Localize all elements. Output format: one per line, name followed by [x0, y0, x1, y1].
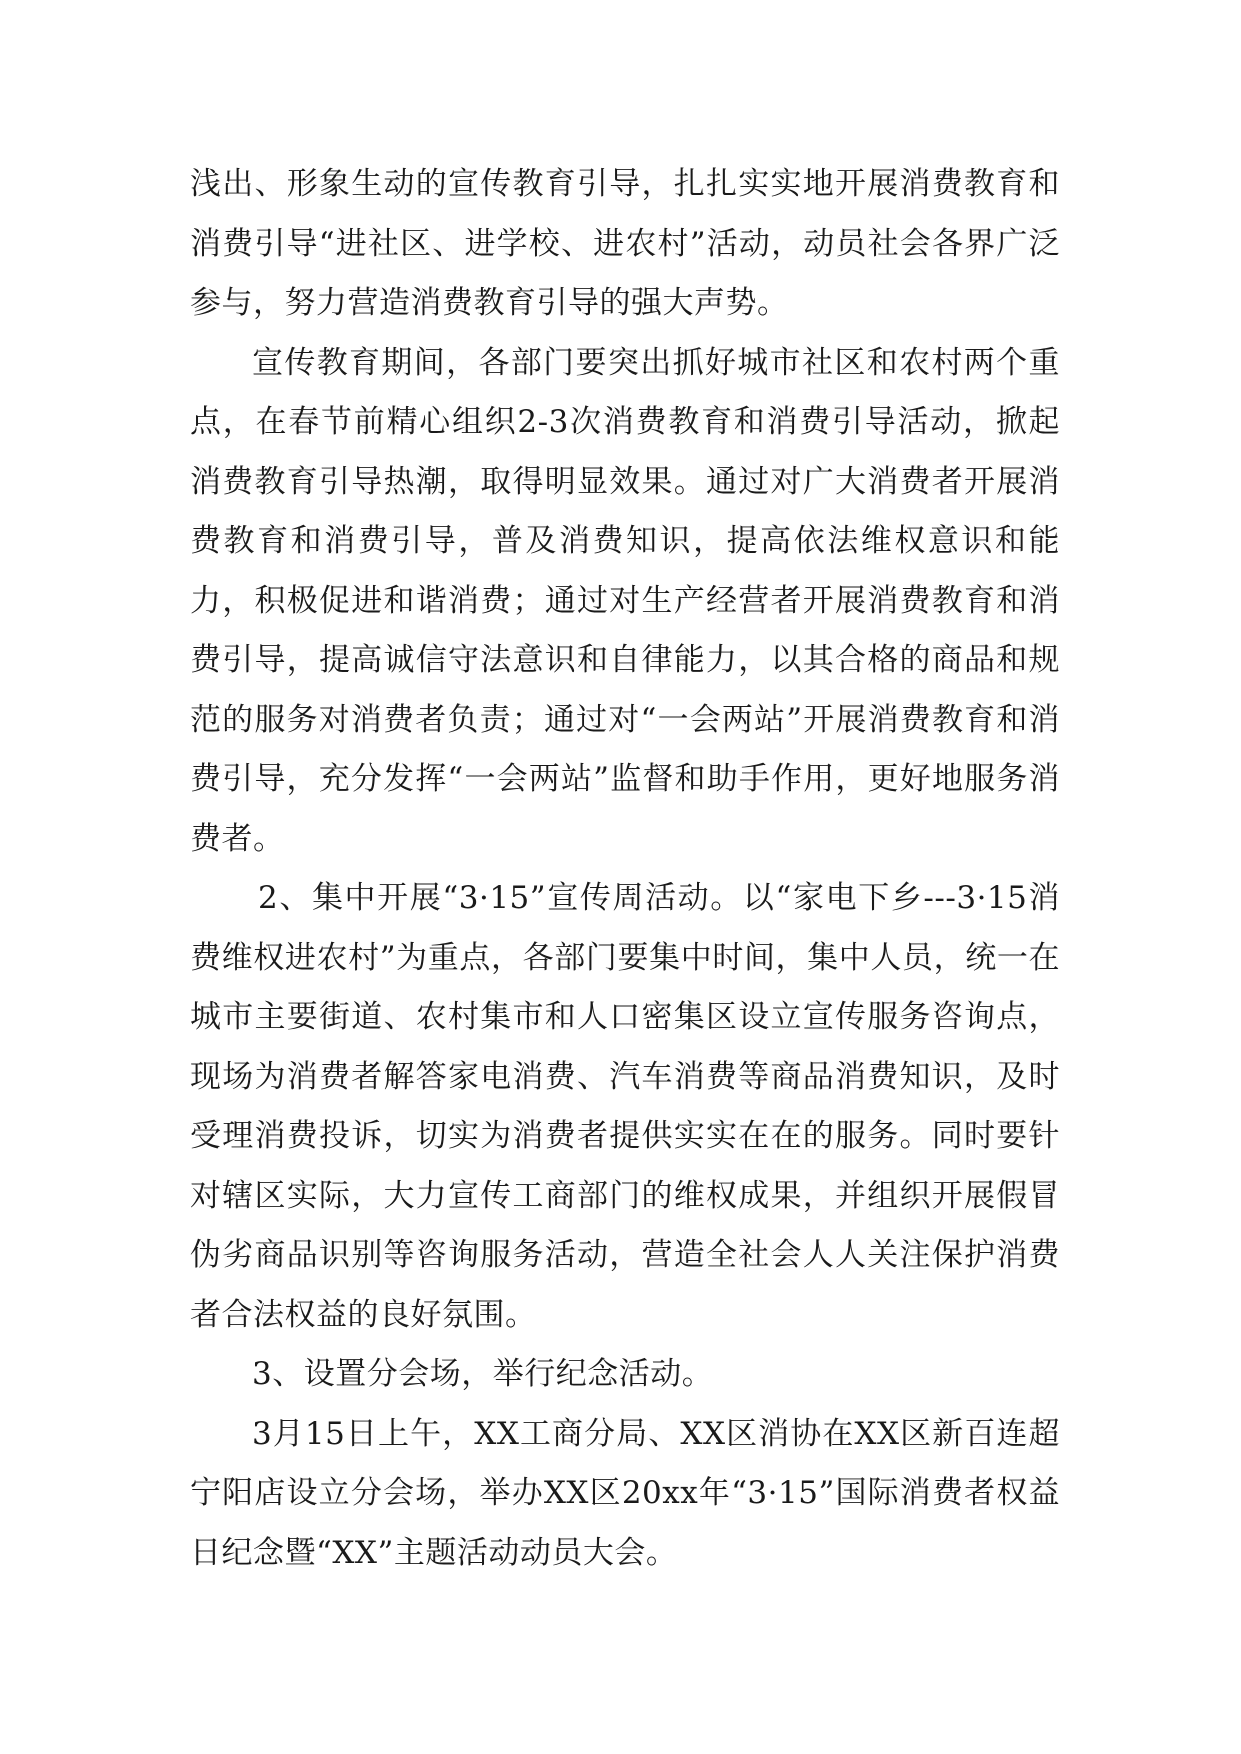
paragraph-publicity-week: 2、集中开展“3·15”宣传周活动。以“家电下乡---3·15消费维权进农村”为重点，各部门要集中时间，集中人员，统一在城市主要街道、农村集市和人口密集区设立宣传服务咨询点，现场为消费者解答家电消费、汽车消费等商品消费知识，及时受理消费投诉，切实为消费者提供实实在在的服务。同时要针对辖区实际，大力宣传工商部门的维权成果，并组织开展假冒伪劣商品识别等咨询服务活动，营造全社会人人关注保护消费者合法权益的良好氛围。 — [190, 880, 1060, 1333]
paragraph-education-period: 宣传教育期间，各部门要突出抓好城市社区和农村两个重点，在春节前精心组织2-3次消费教育和消费引导活动，掀起消费教育引导热潮，取得明显效果。通过对广大消费者开展消费教育和消费引导，普及消费知识，提高依法维权意识和能力，积极促进和谐消费；通过对生产经营者开展消费教育和消费引导，提高诚信守法意识和自律能力，以其合格的商品和规范的服务对消费者负责；通过对“一会两站”开展消费教育和消费引导，充分发挥“一会两站”监督和助手作用，更好地服务消费者。 — [190, 344, 1060, 857]
paragraph-branch-venue-detail: 3月15日上午，XX工商分局、XX区消协在XX区新百连超宁阳店设立分会场，举办XX区20xx年“3·15”国际消费者权益日纪念暨“XX”主题活动动员大会。 — [190, 1415, 1060, 1571]
paragraph-branch-venue-heading: 3、设置分会场，举行纪念活动。 — [252, 1356, 714, 1392]
paragraph-continuation: 浅出、形象生动的宣传教育引导，扎扎实实地开展消费教育和消费引导“进社区、进学校、进农村”活动，动员社会各界广泛参与，努力营造消费教育引导的强大声势。 — [190, 166, 1060, 321]
document-body — [190, 155, 1060, 1583]
